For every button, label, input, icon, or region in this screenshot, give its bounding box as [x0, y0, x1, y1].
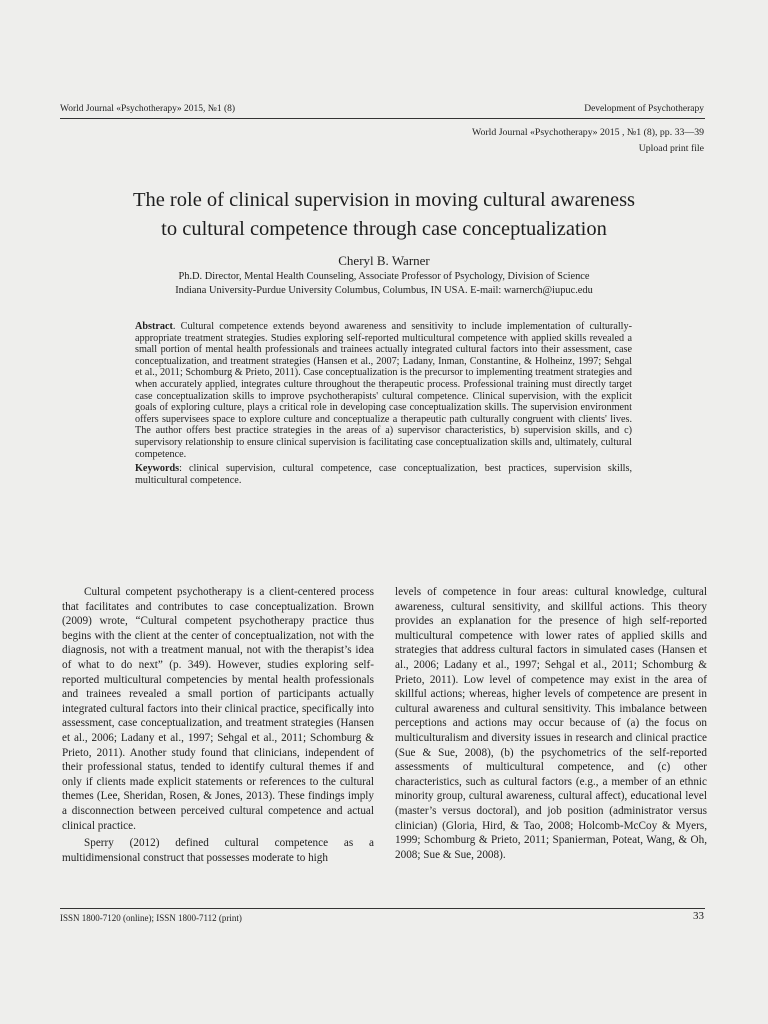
- body-column-left: [62, 585, 374, 865]
- author-affiliation: [60, 270, 708, 297]
- upload-link[interactable]: Upload print file: [638, 143, 704, 154]
- footer-rule: [60, 908, 705, 909]
- affiliation-line-2: Indiana University-Purdue University Columbus, Columbus, IN USA. E-mail: warnerch@iupuc.edu: [175, 284, 593, 296]
- citation-line: World Journal «Psychotherapy» 2015 , №1 (8), pp. 33—39: [472, 127, 704, 138]
- abstract-paragraph: [135, 321, 632, 460]
- author-name: Cheryl B. Warner: [338, 253, 430, 268]
- body-column-right: [395, 585, 707, 862]
- body-paragraph-2: Sperry (2012) defined cultural competence as a multidimensional construct that possesses moderate to high: [62, 837, 374, 864]
- keywords-paragraph: [135, 463, 632, 486]
- article-title: [60, 186, 708, 244]
- page-number: 33: [693, 910, 704, 922]
- abstract-label: Abstract: [135, 321, 173, 332]
- body-paragraph-1: Cultural competent psychotherapy is a client-centered process that facilitates and contributes to case conceptualization. Brown (2009) wrote, “Cultural competent psychotherapy practice thus begins with the client at the center of conceptualization, not with the diagnosis, not with a treatment manual, not with the therapist’s idea of what to do next” (p. 349). However, studies exploring self-reported multicultural competencies by mental health professionals and trainees revealed a small portion of participants actually integrated cultural factors into their clinical practice, specifically into assessment, case conceptualization, and treatment strategies (Hansen et al., 2006; Ladany et al., 1997; Sehgal et al., 2011; Schomburg & Prieto, 2011). Another study found that clinicians, independent of their professional status, tended to identify cultural themes if and only if clients made explicit statements or references to the cultural themes (Lee, Sheridan, Rosen, & Jones, 2013). These findings imply a disconnection between perceived cultural competence and actual clinical practice.: [62, 586, 374, 832]
- running-header-journal: World Journal «Psychotherapy» 2015, №1 (8): [60, 104, 236, 114]
- keywords-text: : clinical supervision, cultural competence, case conceptualization, best practices, supervision skills, multicultural competence.: [135, 463, 632, 486]
- title-line-2: to cultural competence through case conceptualization: [161, 218, 607, 240]
- running-header-section: Development of Psychotherapy: [584, 104, 704, 114]
- issn-line: ISSN 1800-7120 (online); ISSN 1800-7112 (print): [60, 913, 242, 923]
- keywords-label: Keywords: [135, 463, 180, 475]
- header-rule: [60, 118, 705, 119]
- abstract-block: [135, 321, 632, 486]
- title-line-1: The role of clinical supervision in moving cultural awareness: [132, 189, 636, 211]
- body-paragraph-3: levels of competence in four areas: cultural knowledge, cultural awareness, cultural sensitivity, and skillful actions. This theory provides an explanation for the presence of high self-reported multicultural competence with lower rates of applied skills and strategies that address cultural factors in simulated cases (Hansen et al., 2006; Ladany et al., 1997; Sehgal et al., 2011; Schomburg & Prieto, 2011). Low level of competence may exist in the area of skillful actions; whereas, higher levels of competence are present in cultural awareness and cultural sensitivity. This imbalance between perceptions and actions may occur because of (a) the focus on multiculturalism and diversity issues in research and clinical practice (Sue & Sue, 2008), (b) the psychometrics of the self-reported assessments of multicultural competence, and (c) other characteristics, such as cultural factors (e.g., a member of an ethnic minority group, cultural awareness, cultural affect), educational level (master’s versus doctoral), and job position (administrator versus clinician) (Gloria, Hird, & Tao, 2008; Holcomb-McCoy & Myers, 1999; Schomburg & Prieto, 2011; Spanierman, Poteat, Wang, & Oh, 2008; Sue & Sue, 2008).: [395, 586, 707, 861]
- abstract-text: . Cultural competence extends beyond awareness and sensitivity to include implementation of culturally-appropriate treatment strategies. Studies exploring self-reported multicultural competence with applied skills revealed a small portion of mental health professionals and trainees actually integrated cultural factors into their assessment, case conceptualization, and treatment strategies (Hansen et al., 2007; Ladany, Inman, Constantine, & Holheinz, 1997; Sehgal et al., 2011; Schomburg & Prieto, 2011). Case conceptualization is the precursor to implementing treatment strategies and when accurately applied, integrates culture throughout the therapeutic process. Professional training must directly target case conceptualization skills to improve psychotherapists' cultural competence. Clinical supervision, with the explicit goals of exploring culture, plays a critical role in developing case conceptualization skills. The supervision environment offers supervisees space to explore culture and conceptualize a therapeutic path culturally congruent with clients' lives. The author offers best practice strategies in the areas of a) supervisor characteristics, b) supervision skills, and c) supervisory relationship to ensure clinical supervision is facilitating case conceptualization skills and, ultimately, cultural competence.: [135, 321, 632, 460]
- affiliation-line-1: Ph.D. Director, Mental Health Counseling, Associate Professor of Psychology, Division of Science: [178, 271, 590, 282]
